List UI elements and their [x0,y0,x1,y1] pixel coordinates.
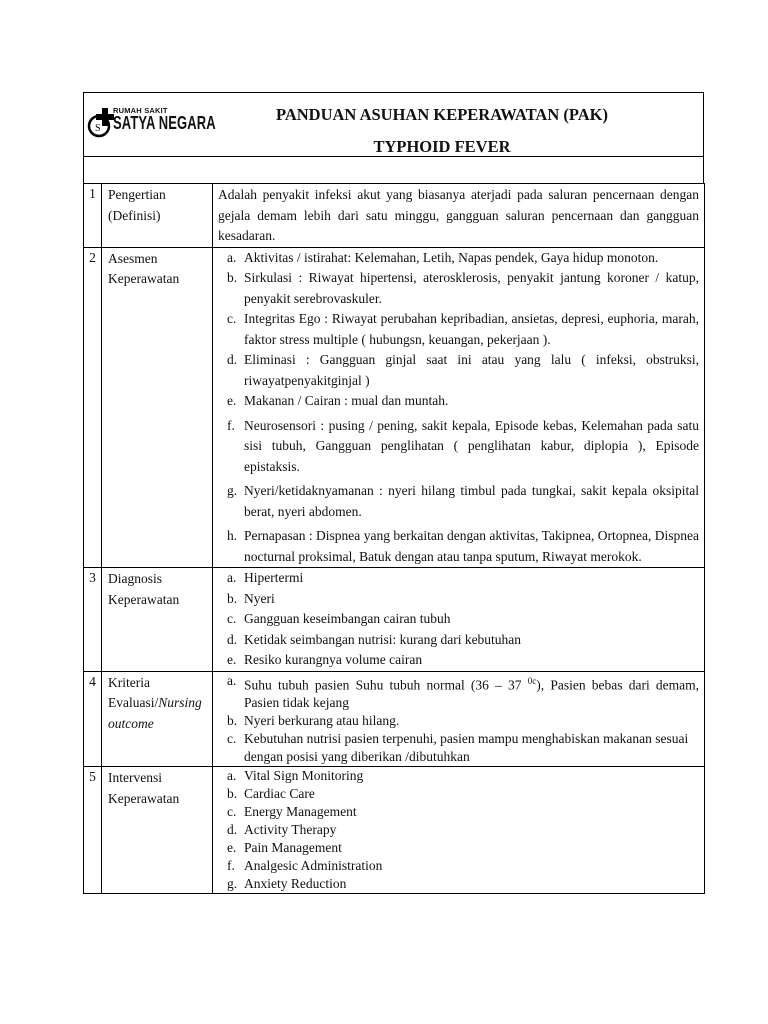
table-row [84,767,705,894]
row-content [213,184,705,248]
list-item: d. Activity Therapy [227,822,337,837]
diagnosis-list [218,568,699,671]
outcome-list [218,672,699,767]
list-item: b. Nyeri [227,590,275,606]
list-item: f. Analgesic Administration [227,858,383,873]
list-item: c. Integritas Ego : Riwayat perubahan kepribadian, ansietas, depresi, euphoria, marah, faktor stress multiple ( hubungsn, keuangan, pekerjaan ). [227,311,699,347]
list-item: e. Pain Management [227,840,342,855]
list-item: e. Resiko kurangnya volume cairan [227,652,423,667]
row-content [213,767,705,894]
row-label: Diagnosis Keperawatan [102,568,213,672]
list-item: c. Kebutuhan nutrisi pasien terpenuhi, pasien mampu menghabiskan makanan sesuai dengan posisi yang diberikan /dibutuhkan [227,731,689,764]
row-content [213,247,705,568]
hospital-logo [87,106,222,140]
list-item: b. Cardiac Care [227,786,315,801]
label-normal: Kriteria Evaluasi/ [108,674,159,710]
assessment-list [218,248,699,568]
logo-small-text: RUMAH SAKIT [113,106,168,115]
list-item: a. Hipertermi [227,570,304,585]
row-content [213,568,705,672]
document-title: PANDUAN ASUHAN KEPERAWATAN (PAK) [276,105,608,124]
list-item: f. Neurosensori : pusing / pening, sakit kepala, Episode kebas, Kelemahan pada satu sisi tubuh, Gangguan penglihatan ( penglihatan kabur, diplopia ), Episode epistaksis. [227,417,699,474]
row-label: Pengertian (Definisi) [102,184,213,248]
logo-big-text: SATYA NEGARA [113,113,216,133]
list-item: a. Suhu tubuh pasien Suhu tubuh normal (36 – 37 $^{0c}$), Pasien bebas dari demam, Pasien tidak kejang [227,672,700,710]
header-spacer-row [83,156,704,184]
list-item: a. Aktivitas / istirahat: Kelemahan, Letih, Napas pendek, Gaya hidup monoton. [227,249,659,265]
list-item: c. Gangguan keseimbangan cairan tubuh [227,611,451,626]
document-header [83,92,704,157]
row-number: 3 [84,568,102,672]
list-item: d. Ketidak seimbangan nutrisi: kurang dari kebutuhan [227,631,522,647]
list-item: g. Anxiety Reduction [227,876,347,891]
list-item: b. Nyeri berkurang atau hilang. [227,713,400,728]
list-item: a. Vital Sign Monitoring [227,768,364,783]
row-label: Intervensi Keperawatan [102,767,213,894]
hospital-cross-icon [87,106,115,140]
row-number: 2 [84,247,102,568]
table-row [84,671,705,767]
table-row [84,568,705,672]
definition-text: Adalah penyakit infeksi akut yang biasanya aterjadi pada saluran pencernaan dengan gejala demam lebih dari satu minggu, gangguan saluran pencernaan dan gangguan kesadaran. [218,187,699,243]
row-number: 1 [84,184,102,248]
table-row [84,247,705,568]
list-item: d. Eliminasi : Gangguan ginjal saat ini atau yang lalu ( infeksi, obstruksi, riwayatpenyakitginjal ) [227,352,699,388]
label-italic: Nursing outcome [108,695,202,731]
row-label [102,671,213,767]
list-item: c. Energy Management [227,804,357,819]
table-row [84,184,705,248]
list-item: g. Nyeri/ketidaknyamanan : nyeri hilang timbul pada tungkai, sakit kepala oksipital berat, nyeri abdomen. [227,483,699,519]
document-subtitle: TYPHOID FEVER [373,137,511,156]
row-number: 5 [84,767,102,894]
intervention-list [218,767,699,893]
row-label: Asesmen Keperawatan [102,247,213,568]
row-number: 4 [84,671,102,767]
list-item: h. Pernapasan : Dispnea yang berkaitan dengan aktivitas, Takipnea, Ortopnea, Dispnea nocturnal proksimal, Batuk dengan atau tanpa sputum, Riwayat merokok. [227,528,699,564]
pak-table [83,183,705,894]
svg-text:S: S [95,123,101,134]
row-content [213,671,705,767]
list-item: b. Sirkulasi : Riwayat hipertensi, aterosklerosis, penyakit jantung koroner / katup, penyakit serebrovaskuler. [227,270,699,306]
list-item: e. Makanan / Cairan : mual dan muntah. [227,393,449,408]
